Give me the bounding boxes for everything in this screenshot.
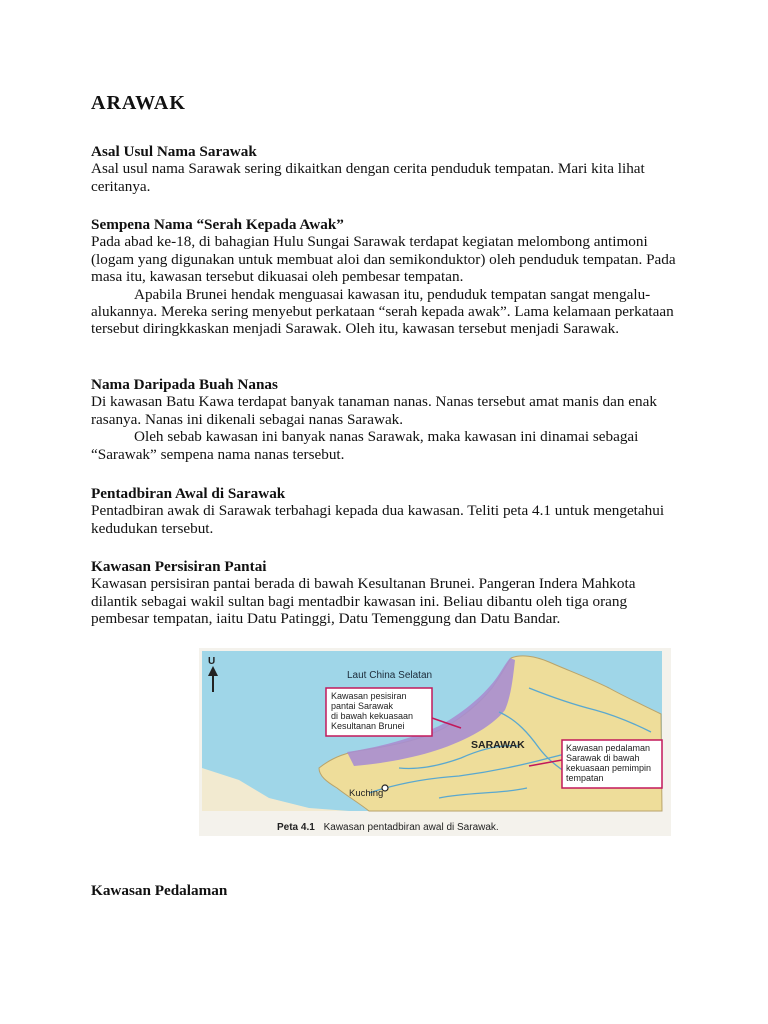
section-paragraph: Pentadbiran awak di Sarawak terbahagi kepada dua kawasan. Teliti peta 4.1 untuk mengetahui kedudukan tersebut. <box>91 502 665 537</box>
map-figure <box>199 648 671 836</box>
callout-line: Kawasan pedalaman <box>566 743 651 753</box>
section-paragraph: Apabila Brunei hendak menguasai kawasan itu, penduduk tempatan sangat mengalu-alukannya. Mereka sering menyebut perkataan “serah kepada awak”. Lama kelamaan perkataan tersebut diringkkaskan menjadi Sarawak. Oleh itu, kawasan tersebut menjadi Sarawak. <box>91 285 674 338</box>
document-title: ARAWAK <box>91 92 186 114</box>
city-label: Kuching <box>349 788 384 799</box>
section-paragraph: Di kawasan Batu Kawa terdapat banyak tanaman nanas. Nanas tersebut amat manis dan enak rasanya. Nanas ini dikenali sebagai nanas Sarawak. <box>91 393 657 428</box>
callout-line: Sarawak di bawah <box>566 753 640 763</box>
section-heading: Pentadbiran Awal di Sarawak <box>91 485 286 502</box>
section-paragraph: Oleh sebab kawasan ini banyak nanas Sarawak, maka kawasan ini dinamai sebagai “Sarawak” sempena nama nanas tersebut. <box>91 428 639 463</box>
section-pentadbiran-awal <box>91 485 681 537</box>
section-buah-nanas <box>91 376 681 463</box>
caption-text: Kawasan pentadbiran awal di Sarawak. <box>323 822 499 833</box>
caption-prefix: Peta 4.1 <box>277 822 315 833</box>
callout-line: Kawasan pesisiran <box>331 691 407 701</box>
section-heading: Kawasan Persisiran Pantai <box>91 558 267 575</box>
north-label: U <box>208 656 216 667</box>
section-asal-usul <box>91 143 681 195</box>
section-persisiran-pantai <box>91 558 681 628</box>
callout-line: tempatan <box>566 773 604 783</box>
section-heading: Asal Usul Nama Sarawak <box>91 143 257 160</box>
section-paragraph: Kawasan persisiran pantai berada di bawah Kesultanan Brunei. Pangeran Indera Mahkota dilantik sebagai wakil sultan bagi mentadbir kawasan ini. Beliau dibantu oleh tiga orang pembesar tempatan, iaitu Datu Patinggi, Datu Temenggung dan Datu Bandar. <box>91 575 636 628</box>
section-paragraph: Asal usul nama Sarawak sering dikaitkan dengan cerita penduduk tempatan. Mari kita lihat ceritanya. <box>91 160 645 195</box>
map-caption <box>277 822 499 833</box>
section-pedalaman <box>91 882 681 899</box>
section-paragraph: Pada abad ke-18, di bahagian Hulu Sungai Sarawak terdapat kegiatan melombong antimoni (logam yang digunakan untuk membuat aloi dan semikonduktor) oleh penduduk tempatan. Pada masa itu, kawasan tersebut dikuasai oleh pembesar tempatan. <box>91 233 676 286</box>
section-heading: Nama Daripada Buah Nanas <box>91 376 278 393</box>
section-heading: Sempena Nama “Serah Kepada Awak” <box>91 216 344 233</box>
callout-line: kekuasaan pemimpin <box>566 763 652 773</box>
section-serah-kepada-awak <box>91 216 681 338</box>
sea-label: Laut China Selatan <box>347 670 433 681</box>
section-heading: Kawasan Pedalaman <box>91 882 228 899</box>
callout-line: di bawah kekuasaan <box>331 711 414 721</box>
coast-callout-text <box>331 691 416 731</box>
region-label: SARAWAK <box>471 739 525 751</box>
map-svg <box>199 648 671 836</box>
callout-line: Kesultanan Brunei <box>331 721 405 731</box>
callout-line: pantai Sarawak <box>331 701 394 711</box>
